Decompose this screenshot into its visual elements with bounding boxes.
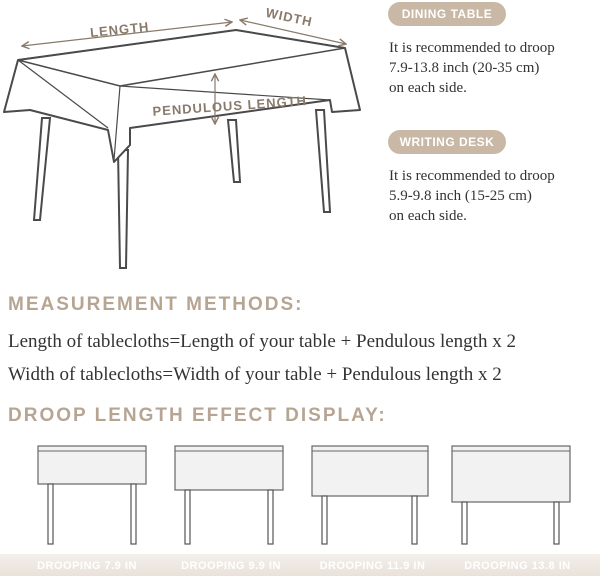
dining-line: It is recommended to droop (389, 40, 555, 56)
droop-table-7-9 (38, 446, 146, 544)
measurement-methods-heading: MEASUREMENT METHODS: (8, 294, 304, 315)
writing-desk-description (389, 166, 599, 226)
length-formula: Length of tablecloths=Length of your table + Pendulous length x 2 (8, 331, 516, 352)
droop-tables (0, 436, 600, 554)
droop-table-9-9 (175, 446, 283, 544)
droop-caption-7-9: DROOPING 7.9 IN (37, 560, 137, 572)
tablecloth (4, 30, 360, 162)
dining-line: on each side. (389, 80, 467, 96)
length-label: LENGTH (89, 18, 151, 41)
dining-line: 7.9-13.8 inch (20-35 cm) (389, 60, 540, 76)
droop-effect-heading: DROOP LENGTH EFFECT DISPLAY: (8, 405, 387, 426)
droop-caption-13-8: DROOPING 13.8 IN (464, 560, 571, 572)
pendulous-label: PENDULOUS LENGTH (152, 93, 308, 119)
droop-caption-11-9: DROOPING 11.9 IN (319, 560, 426, 572)
writing-line: It is recommended to droop (389, 168, 555, 184)
dining-table-description (389, 38, 599, 98)
droop-table-13-8 (452, 446, 570, 544)
tablecloth-diagram (0, 0, 380, 280)
droop-table-11-9 (312, 446, 428, 544)
droop-caption-9-9: DROOPING 9.9 IN (181, 560, 281, 572)
width-label: WIDTH (264, 4, 315, 30)
writing-desk-badge: WRITING DESK (388, 130, 506, 154)
dining-table-badge: DINING TABLE (388, 2, 506, 26)
table-legs (34, 110, 330, 268)
writing-line: on each side. (389, 208, 467, 224)
writing-line: 5.9-9.8 inch (15-25 cm) (389, 188, 532, 204)
width-formula: Width of tablecloths=Width of your table + Pendulous length x 2 (8, 364, 502, 385)
